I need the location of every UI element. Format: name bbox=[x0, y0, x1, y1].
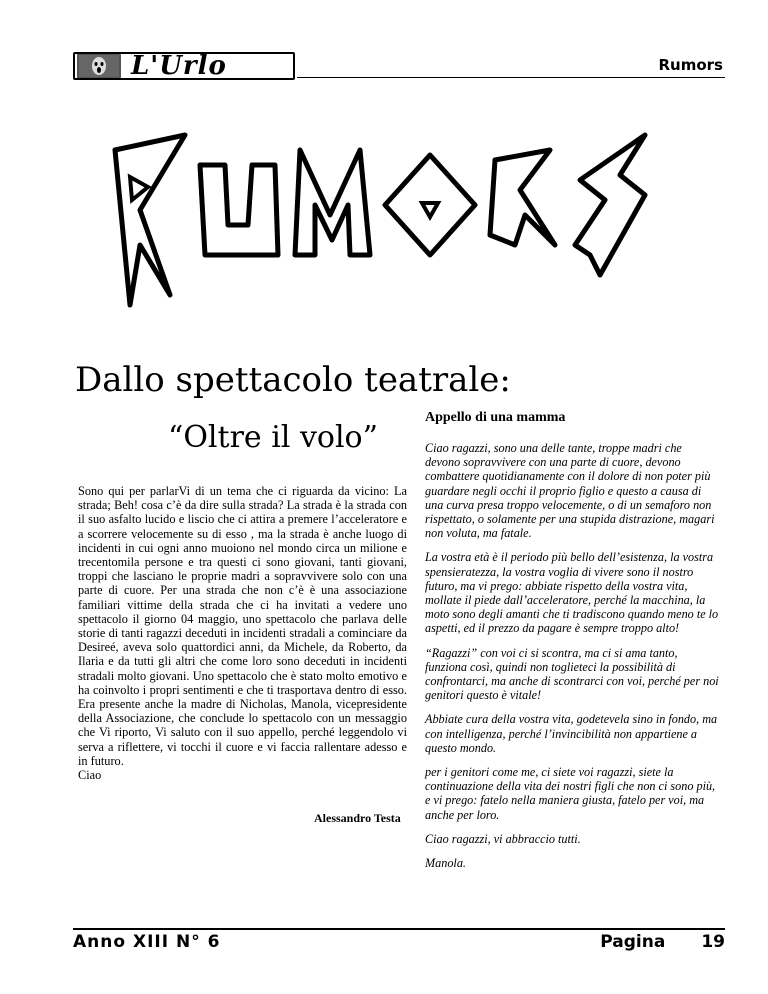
section-label: Rumors bbox=[658, 56, 723, 74]
logo-title: L'Urlo bbox=[131, 51, 227, 81]
article-author: Alessandro Testa bbox=[314, 811, 401, 825]
masthead-logo bbox=[73, 52, 295, 80]
rumors-title-art bbox=[100, 105, 670, 325]
article-text: Sono qui per parlarVi di un tema che ci riguarda da vicino: La strada; Beh! cosa c’è da dire sulla strada? La strada è la strada con il suo asfalto lucido e liscio che ci attira a premere l’acceleratore e a scorrere velocemente su di esso , ma la strada è anche luogo di incidenti in cui ogni anno muoiono nel mondo circa un milione e trecentomila persone e tra questi ci sono giovani, tanti giovani, troppi che lasciano le proprie madri a sopravvivere solo con una parte di cuore. Per una strada che non c’è è una associazione familiari vittime della strada che ci ha invitati a vedere uno spettacolo il giorno 04 maggio, uno spettacolo che parlava delle storie di tanti ragazzi deceduti in incidenti stradali a cominciare da Desireé, aveva solo quattordici anni, da Michele, da Roberto, da Ilaria e da tutti gli altri che come loro sono deceduti in incidenti stradali molto giovani. Uno spettacolo che è stato molto emotivo e ha coinvolto i propri sentimenti e che ti trasportava dentro di esso. Era presente anche la madre di Nicholas, Manola, vicepresidente della Associazione, che conclude lo spettacolo con un messaggio che Vi riporto, Vi saluto con il suo appello, perché leggendolo vi serva a riflettere, vi tocchi il cuore e vi faccia rallentare adesso e in futuro. bbox=[78, 484, 407, 768]
page-number: 19 bbox=[701, 932, 725, 952]
page-header bbox=[73, 52, 725, 82]
page-indicator bbox=[600, 932, 725, 952]
header-rule bbox=[297, 77, 725, 78]
appeal-body bbox=[425, 441, 719, 880]
article-subheading: “Oltre il volo” bbox=[168, 420, 378, 455]
article-body bbox=[78, 484, 407, 782]
appeal-paragraph: Abbiate cura della vostra vita, godetevela sino in fondo, ma con intelligenza, perché l’invincibilità non appartiene a questo mondo. bbox=[425, 712, 718, 755]
appeal-signature: Manola. bbox=[425, 856, 466, 871]
scream-icon bbox=[77, 54, 121, 78]
article-closing: Ciao bbox=[78, 768, 102, 783]
appeal-heading: Appello di una mamma bbox=[425, 410, 566, 425]
appeal-paragraph: Ciao ragazzi, vi abbraccio tutti. bbox=[425, 831, 581, 846]
appeal-paragraph: Ciao ragazzi, sono una delle tante, troppe madri che devono sopravvivere con una parte di cuore, devono combattere quotidianamente con il dolore di non poter più guardare negli occhi il proprio figlio e questo a causa di una curva presa troppo velocemente, o di un semaforo non rispettato, o solamente per una stupida distrazione, magari non voluta, ma fatale. bbox=[425, 441, 715, 541]
appeal-paragraph: per i genitori come me, ci siete voi ragazzi, siete la continuazione della vita dei nostri figli che non ci sono più, e vi prego: fatelo nella maniera giusta, fatelo per voi, ma anche per loro. bbox=[425, 765, 716, 822]
footer-rule bbox=[73, 928, 725, 930]
page-label: Pagina bbox=[600, 932, 666, 952]
issue-label: Anno XIII N° 6 bbox=[73, 932, 221, 952]
article-heading: Dallo spettacolo teatrale: bbox=[75, 360, 511, 400]
appeal-paragraph: “Ragazzi” con voi ci si scontra, ma ci si ama tanto, funziona così, quindi non toglieteci la possibilità di confrontarci, ma anche di scontrarci con voi, perché per noi genitori questo è vitale! bbox=[425, 645, 719, 703]
appeal-paragraph: La vostra età è il periodo più bello dell’esistenza, la vostra spensieratezza, la vostra voglia di vivere sono il nostro futuro, ma vi prego: abbiate rispetto della vostra vita, mollate il piede dall’acceleratore, perché la macchina, la moto sono degli amanti che ti tradiscono quando meno te lo aspetti, ed il prezzo da pagare è sempre troppo alto! bbox=[425, 550, 719, 636]
